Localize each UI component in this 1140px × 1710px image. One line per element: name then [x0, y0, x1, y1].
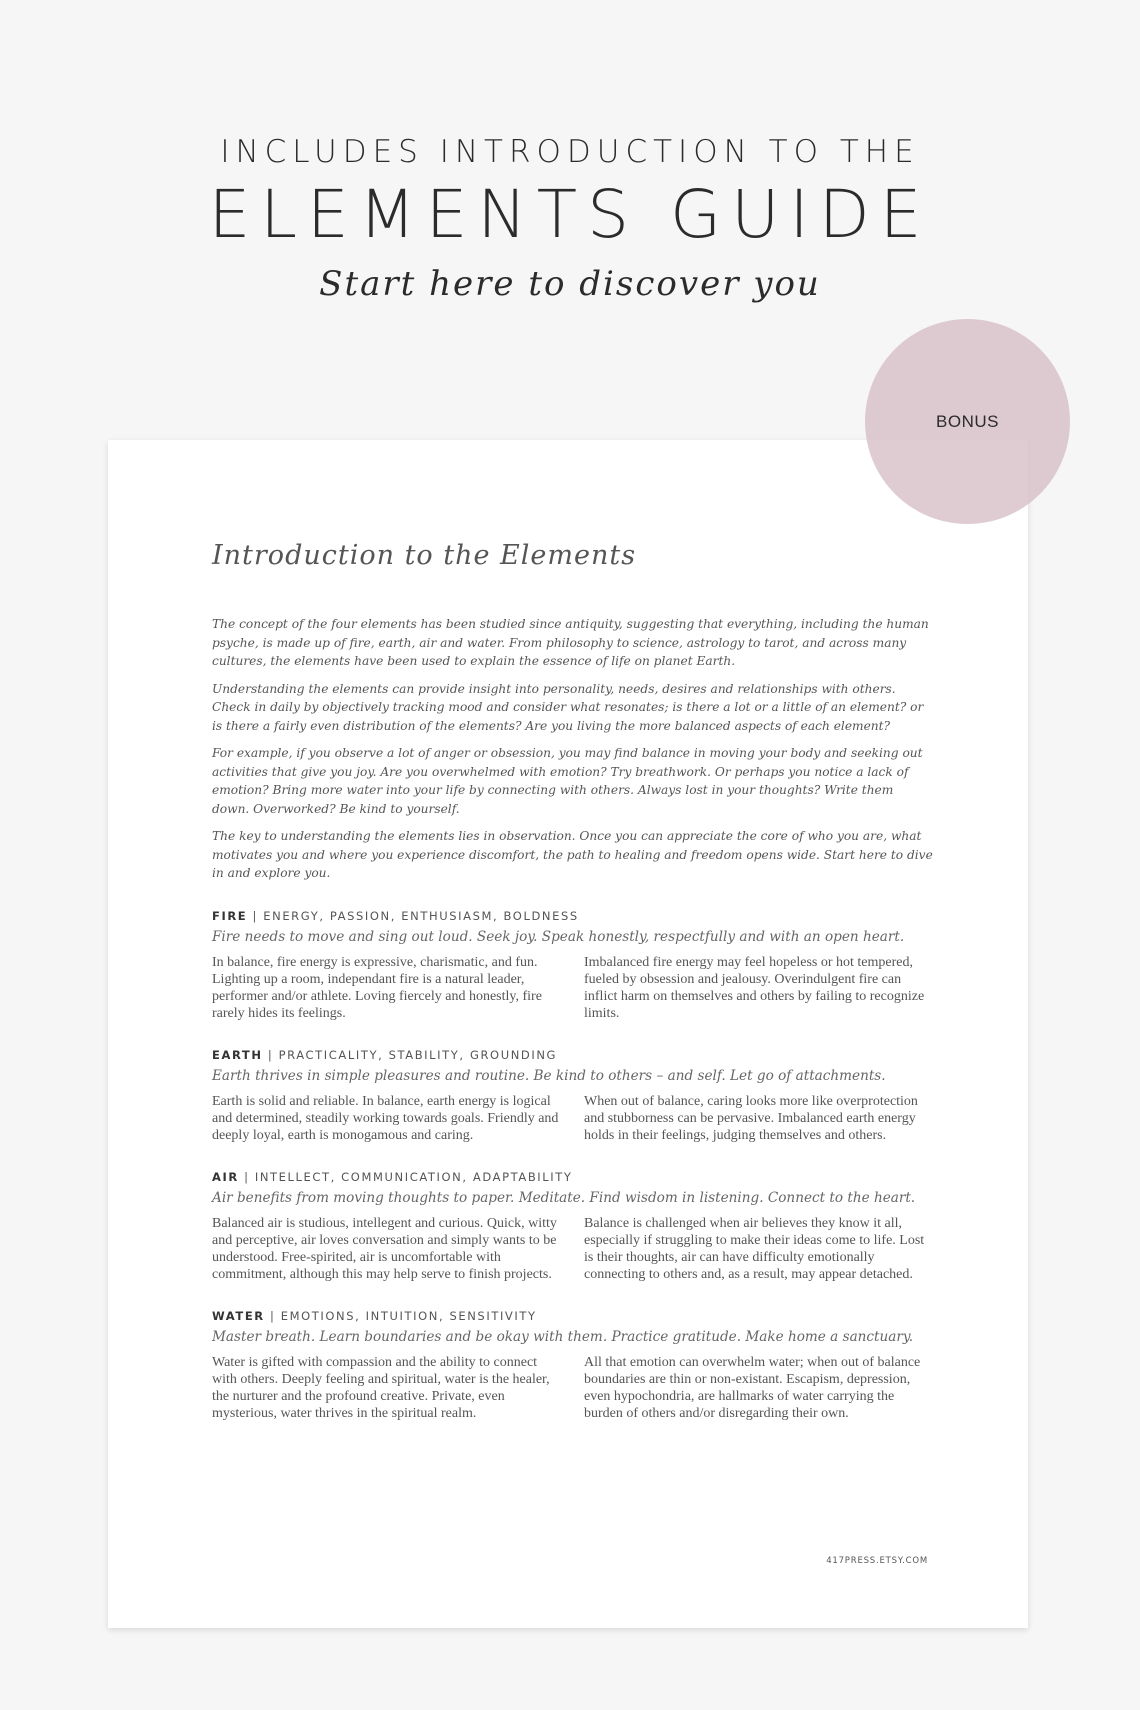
intro-paragraph: For example, if you observe a lot of anger or obsession, you may find balance in moving your body and seeking out activities that give you joy. Are you overwhelmed with emotion? Try breathwork. Or perhaps you notice a lack of emotion? Bring more water into your life by connecting with others. Always lost in your thoughts? Write them down. Overworked? Be kind to yourself.: [212, 746, 923, 816]
doc-title: Introduction to the Elements: [212, 540, 637, 571]
section-keywords: | INTELLECT, COMMUNICATION, ADAPTABILITY: [244, 1169, 573, 1184]
section-columns: [212, 1354, 934, 1422]
section-balanced-text: Balanced air is studious, intellegent and curious. Quick, witty and perceptive, air loves conversation and simply wants to be understood. Free-spirited, air is uncomfortable with commitment, although this may help serve to finish projects.: [212, 1215, 557, 1282]
section-name: AIR: [212, 1169, 239, 1184]
footer-url: 417PRESS.ETSY.COM: [826, 1556, 928, 1566]
section-imbalanced-text: Balance is challenged when air believes they know it all, especially if struggling to make their ideas come to life. Lost is their thoughts, air can have difficulty emotionally connecting to others and, as a result, may appear detached.: [584, 1215, 925, 1282]
section-heading: [212, 1309, 934, 1323]
section-keywords: | ENERGY, PASSION, ENTHUSIASM, BOLDNESS: [252, 908, 579, 923]
section-imbalanced-text: When out of balance, caring looks more like overprotection and stubborness can be pervasive. Imbalanced earth energy holds in their feelings, judging themselves and others.: [584, 1093, 918, 1143]
section-keywords: | EMOTIONS, INTUITION, SENSITIVITY: [270, 1308, 537, 1323]
bonus-badge: [865, 319, 1070, 524]
intro-paragraph: Understanding the elements can provide insight into personality, needs, desires and relationships with others. Check in daily by objectively tracking mood and consider what resonates; is there a lot or a little of an element? or is there a fairly even distribution of the elements? Are you living the more balanced aspects of each element?: [212, 681, 924, 733]
intro-paragraph: The concept of the four elements has been studied since antiquity, suggesting that everything, including the human psyche, is made up of fire, earth, air and water. From philosophy to science, astrology to tarot, and across many cultures, the elements have been used to explain the essence of life on planet Earth.: [212, 617, 929, 668]
section-earth: [212, 1048, 934, 1144]
section-imbalanced-text: All that emotion can overwhelm water; when out of balance boundaries are thin or non-existant. Escapism, depression, even hypochondria, are hallmarks of water carrying the burden of others and/or disregarding their own.: [584, 1354, 921, 1421]
section-columns: [212, 1215, 934, 1283]
section-columns: [212, 954, 934, 1022]
section-fire: [212, 909, 934, 1022]
section-water: [212, 1309, 934, 1422]
section-heading: [212, 1170, 934, 1184]
section-heading: [212, 909, 934, 923]
section-balanced-text: In balance, fire energy is expressive, charismatic, and fun. Lighting up a room, independant fire is a natural leader, performer and/or athlete. Loving fiercely and honestly, fire rarely hides its feelings.: [212, 954, 542, 1021]
section-balanced-text: Earth is solid and reliable. In balance, earth energy is logical and determined, steadily working towards goals. Friendly and deeply loyal, earth is monogamous and caring.: [212, 1093, 559, 1143]
section-tagline: Earth thrives in simple pleasures and routine. Be kind to others – and self. Let go of attachments.: [212, 1067, 886, 1084]
hero-subtitle: Start here to discover you: [319, 264, 821, 304]
document-content: [212, 540, 934, 1422]
section-heading: [212, 1048, 934, 1062]
section-columns: [212, 1093, 934, 1144]
section-tagline: Fire needs to move and sing out loud. Seek joy. Speak honestly, respectfully and with an open heart.: [212, 928, 905, 945]
section-name: WATER: [212, 1308, 265, 1323]
intro-paragraph: The key to understanding the elements lies in observation. Once you can appreciate the core of who you are, what motivates you and where you experience discomfort, the path to healing and freedom opens wide. Start here to dive in and explore you.: [212, 829, 933, 880]
section-tagline: Master breath. Learn boundaries and be okay with them. Practice gratitude. Make home a sanctuary.: [212, 1328, 914, 1345]
section-air: [212, 1170, 934, 1283]
section-name: FIRE: [212, 908, 248, 923]
bonus-label: BONUS: [936, 411, 999, 431]
section-imbalanced-text: Imbalanced fire energy may feel hopeless or hot tempered, fueled by obsession and jealousy. Overindulgent fire can inflict harm on themselves and others by failing to recognize limits.: [584, 954, 925, 1021]
section-keywords: | PRACTICALITY, STABILITY, GROUNDING: [267, 1047, 558, 1062]
hero-top-line: INCLUDES INTRODUCTION TO THE: [220, 134, 920, 170]
section-balanced-text: Water is gifted with compassion and the ability to connect with others. Deeply feeling and spiritual, water is the healer, the nurturer and the profound creative. Private, even mysterious, water thrives in the spiritual realm.: [212, 1354, 550, 1421]
section-name: EARTH: [212, 1047, 263, 1062]
hero-title: ELEMENTS GUIDE: [208, 176, 932, 253]
section-tagline: Air benefits from moving thoughts to paper. Meditate. Find wisdom in listening. Connect to the heart.: [212, 1189, 916, 1206]
intro-text: [212, 615, 934, 883]
